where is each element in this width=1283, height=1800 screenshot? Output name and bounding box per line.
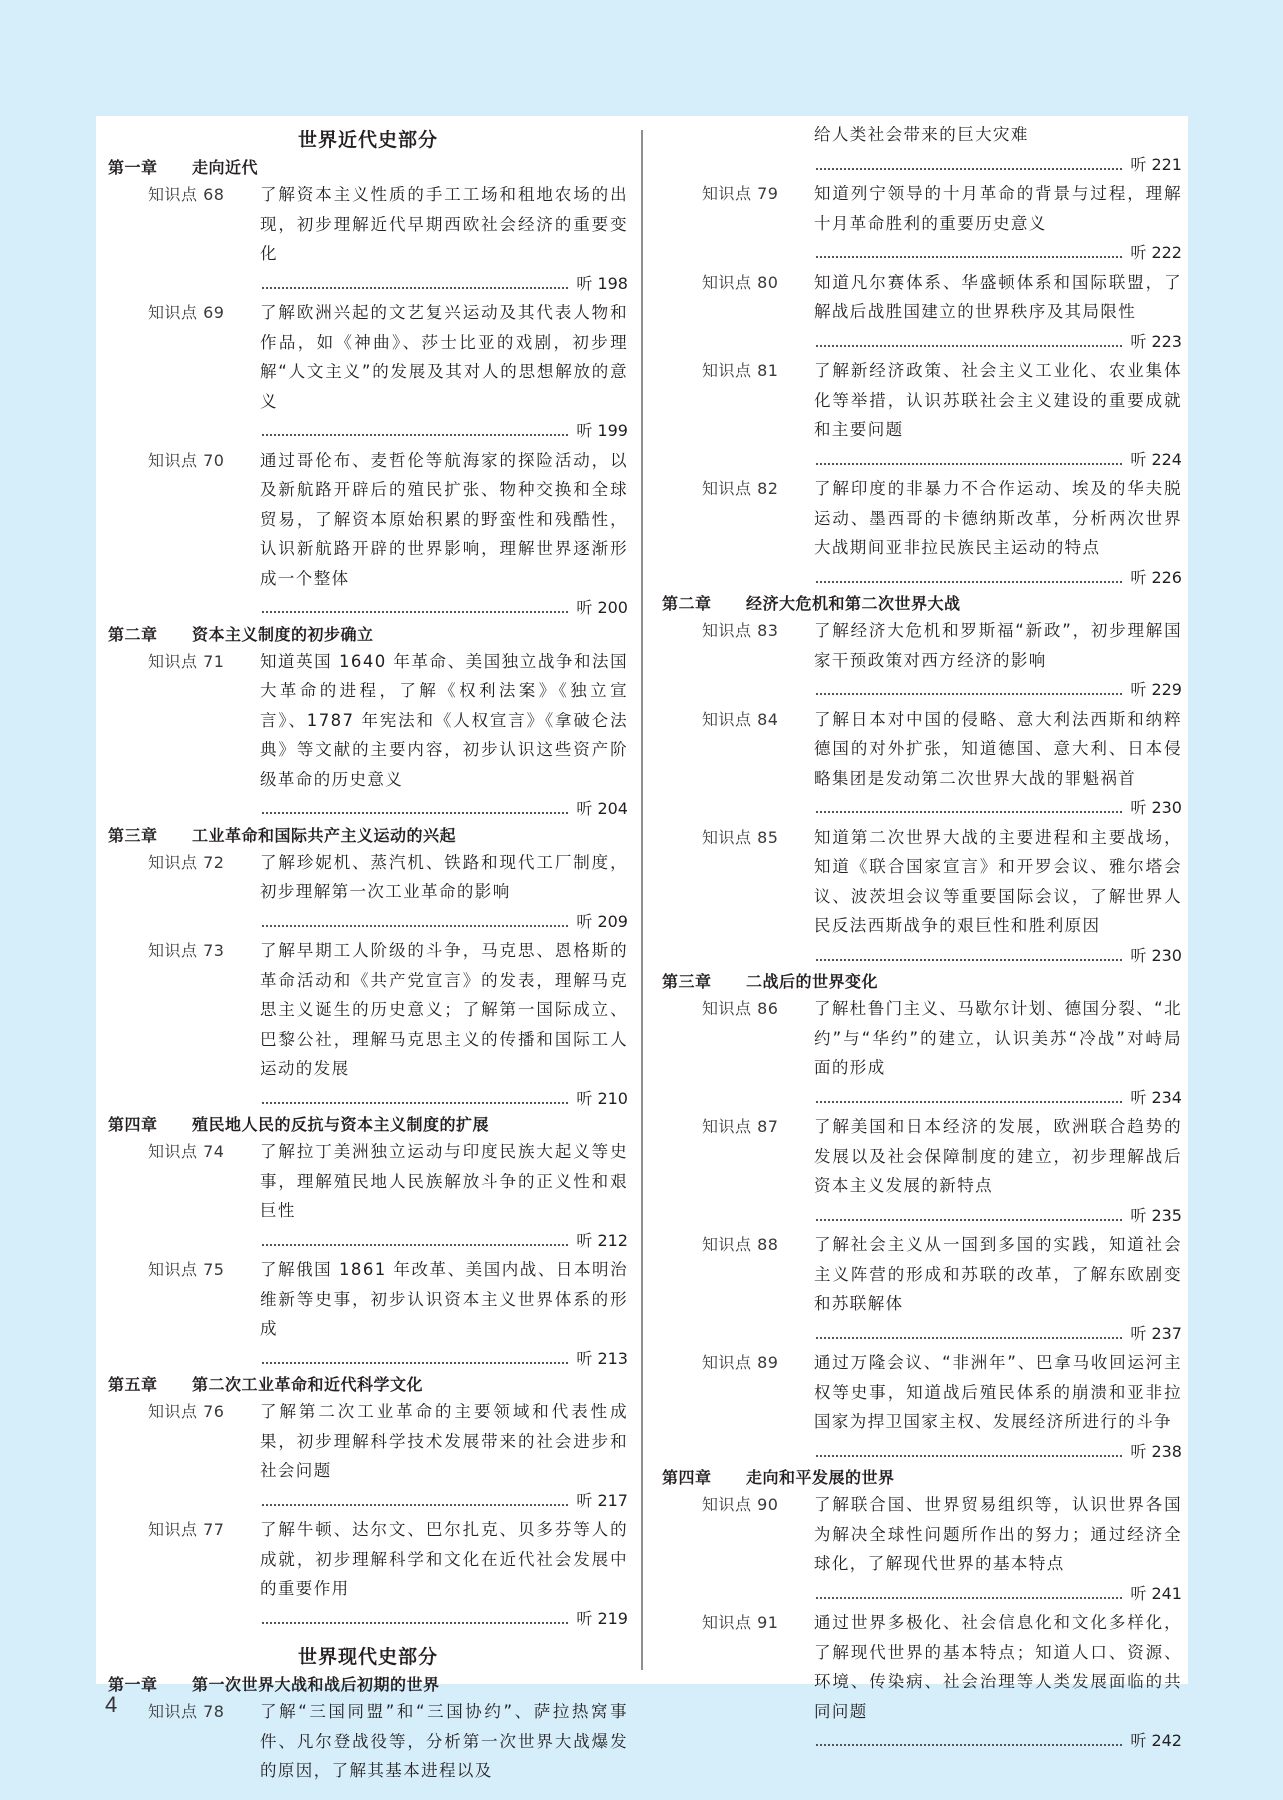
knowledge-point: [662, 474, 1182, 592]
page-reference: 听 213: [576, 1348, 628, 1368]
chapter-title: 资本主义制度的初步确立: [192, 624, 374, 644]
knowledge-point-text: 了解日本对中国的侵略、意大利法西斯和纳粹德国的对外扩张，知道德国、意大利、日本侵略集团是发动第二次世界大战的罪魁祸首: [814, 709, 1182, 788]
page-reference: 听 210: [576, 1088, 628, 1108]
knowledge-point-text: 知道英国 1640 年革命、美国独立战争和法国大革命的进程，了解《权利法案》《独立宣言》、1787 年宪法和《人权宣言》《拿破仑法典》等文献的主要内容，初步认识这些资产阶级革命的历史意义: [260, 651, 628, 789]
knowledge-point: [662, 1348, 1182, 1466]
dot-leader: [262, 611, 568, 613]
dot-leader: [262, 1504, 568, 1506]
knowledge-point-label: 知识点 78: [148, 1702, 225, 1721]
dot-leader: [816, 581, 1122, 583]
knowledge-point: [662, 705, 1182, 823]
page-reference: 听 242: [1130, 1731, 1182, 1750]
knowledge-point-label: 知识点 82: [702, 479, 779, 498]
part-title: 世界现代史部分: [297, 1646, 438, 1668]
page-reference: 听 237: [1130, 1323, 1182, 1343]
knowledge-point-label: 知识点 73: [148, 941, 225, 960]
knowledge-point-label: 知识点 81: [702, 361, 779, 380]
dot-leader: [816, 959, 1122, 961]
knowledge-point: [108, 1255, 628, 1373]
knowledge-point: [662, 1490, 1182, 1608]
knowledge-point-text: 通过世界多极化、社会信息化和文化多样化，了解现代世界的基本特点；知道人口、资源、环境、传染病、社会治理等人类发展面临的共同问题: [814, 1613, 1182, 1721]
page-reference-row: [260, 416, 628, 446]
chapter-title: 二战后的世界变化: [746, 972, 879, 991]
chapter-number: 第二章: [108, 624, 158, 644]
dot-leader: [816, 463, 1122, 465]
page-reference-row: [814, 327, 1182, 357]
knowledge-point-text: 给人类社会带来的巨大灾难: [814, 125, 1029, 144]
knowledge-point-label: 知识点 69: [148, 303, 225, 322]
chapter-number: 第四章: [662, 1468, 712, 1487]
knowledge-point-text: 了解珍妮机、蒸汽机、铁路和现代工厂制度，初步理解第一次工业革命的影响: [260, 852, 628, 901]
page-reference-row: [260, 269, 628, 299]
page-reference: 听 229: [1130, 680, 1182, 699]
chapter-heading: [108, 623, 628, 647]
page-reference: 听 209: [576, 911, 628, 931]
page-sheet: [96, 116, 1188, 1780]
page-reference: 听 235: [1130, 1205, 1182, 1225]
chapter-title: 工业革命和国际共产主义运动的兴起: [192, 825, 457, 845]
page-reference: 听 199: [576, 421, 628, 440]
left-column: [108, 116, 628, 1786]
dot-leader: [262, 434, 568, 436]
knowledge-point-label: 知识点 90: [702, 1495, 779, 1514]
knowledge-point-text: 了解美国和日本经济的发展，欧洲联合趋势的发展以及社会保障制度的建立，初步理解战后资本主义发展的新特点: [814, 1117, 1182, 1195]
page-reference: 听 230: [1130, 798, 1182, 817]
knowledge-point: [108, 1515, 628, 1633]
page-reference: 听 238: [1130, 1441, 1182, 1461]
knowledge-point-text: 了解早期工人阶级的斗争，马克思、恩格斯的革命活动和《共产党宣言》的发表，理解马克思主义诞生的历史意义；了解第一国际成立、巴黎公社，理解马克思主义的传播和国际工人运动的发展: [260, 941, 628, 1078]
page-reference: 听 212: [576, 1230, 628, 1250]
page-number: 4: [105, 1692, 118, 1717]
chapter-number: 第一章: [108, 1675, 158, 1694]
knowledge-point: [662, 1230, 1182, 1348]
knowledge-point-text: 了解第二次工业革命的主要领域和代表性成果，初步理解科学技术发展带来的社会进步和社会问题: [260, 1402, 628, 1480]
knowledge-point: [662, 994, 1182, 1112]
knowledge-point: [662, 268, 1182, 357]
knowledge-point: [108, 848, 628, 937]
dot-leader: [816, 168, 1122, 170]
page-reference: 听 241: [1130, 1583, 1182, 1603]
dot-leader: [816, 1597, 1122, 1599]
knowledge-point-label: 知识点 87: [702, 1117, 779, 1136]
dot-leader: [262, 1102, 568, 1104]
dot-leader: [262, 287, 568, 289]
chapter-number: 第三章: [662, 972, 712, 991]
part-title: 世界近代史部分: [297, 129, 438, 151]
page-reference-row: [260, 1604, 628, 1634]
page-reference: 听 204: [576, 799, 628, 818]
knowledge-point-text: 通过哥伦布、麦哲伦等航海家的探险活动，以及新航路开辟后的殖民扩张、物种交换和全球贸易，了解资本原始积累的野蛮性和残酷性，认识新航路开辟的世界影响，理解世界逐渐形成一个整体: [260, 450, 628, 588]
page-reference: 听 200: [576, 598, 628, 617]
chapter-heading: [108, 824, 628, 848]
page-reference: 听 230: [1130, 945, 1182, 965]
chapter-title: 走向和平发展的世界: [746, 1468, 895, 1487]
knowledge-point-label: 知识点 85: [702, 827, 779, 847]
knowledge-point-text: 知道列宁领导的十月革命的背景与过程，理解十月革命胜利的重要历史意义: [814, 184, 1182, 233]
dot-leader: [816, 345, 1122, 347]
dot-leader: [816, 1219, 1122, 1221]
knowledge-point: [662, 823, 1182, 971]
dot-leader: [262, 1622, 568, 1624]
knowledge-point-text: 了解联合国、世界贸易组织等，认识世界各国为解决全球性问题所作出的努力；通过经济全球化，了解现代世界的基本特点: [814, 1495, 1182, 1573]
page-reference: 听 223: [1130, 331, 1182, 351]
page-reference: 听 234: [1130, 1087, 1182, 1107]
knowledge-point: [108, 1397, 628, 1515]
knowledge-point-label: 知识点 68: [148, 185, 225, 204]
knowledge-point: [662, 120, 1182, 179]
knowledge-point-label: 知识点 71: [148, 651, 225, 671]
dot-leader: [262, 1244, 568, 1246]
knowledge-point-label: 知识点 83: [702, 621, 779, 640]
knowledge-point-text: 了解新经济政策、社会主义工业化、农业集体化等举措，认识苏联社会主义建设的重要成就和主要问题: [814, 361, 1182, 439]
knowledge-point: [108, 1697, 628, 1786]
page-reference-row: [814, 1437, 1182, 1467]
knowledge-point: [108, 298, 628, 446]
chapter-title: 第二次工业革命和近代科学文化: [192, 1375, 424, 1394]
chapter-heading: [108, 1373, 628, 1397]
chapter-title: 走向近代: [192, 158, 259, 177]
knowledge-point: [662, 1112, 1182, 1230]
knowledge-point-label: 知识点 70: [148, 450, 225, 470]
knowledge-point-text: 了解欧洲兴起的文艺复兴运动及其代表人物和作品，如《神曲》、莎士比亚的戏剧，初步理解“人文主义”的发展及其对人的思想解放的意义: [260, 303, 628, 411]
page-reference-row: [814, 238, 1182, 268]
page-reference: 听 219: [576, 1608, 628, 1628]
knowledge-point-label: 知识点 89: [702, 1353, 779, 1372]
knowledge-point-text: 了解牛顿、达尔文、巴尔扎克、贝多芬等人的成就，初步理解科学和文化在近代社会发展中的重要作用: [260, 1520, 628, 1598]
chapter-heading: [662, 592, 1182, 616]
page-reference: 听 221: [1130, 154, 1182, 174]
knowledge-point: [108, 1137, 628, 1255]
knowledge-point-text: 了解拉丁美洲独立运动与印度民族大起义等史事，理解殖民地人民族解放斗争的正义性和艰巨性: [260, 1142, 628, 1220]
knowledge-point-text: 了解俄国 1861 年改革、美国内战、日本明治维新等史事，初步认识资本主义世界体系的形成: [260, 1260, 628, 1338]
knowledge-point-text: 了解资本主义性质的手工工场和租地农场的出现，初步理解近代早期西欧社会经济的重要变化: [260, 185, 628, 263]
knowledge-point: [108, 180, 628, 298]
knowledge-point-text: 了解印度的非暴力不合作运动、埃及的华夫脱运动、墨西哥的卡德纳斯改革，分析两次世界大战期间亚非拉民族民主运动的特点: [814, 479, 1182, 557]
knowledge-point-label: 知识点 74: [148, 1142, 225, 1161]
knowledge-point: [662, 179, 1182, 268]
chapter-heading: [108, 156, 628, 180]
chapter-number: 第三章: [108, 825, 158, 845]
knowledge-point: [108, 446, 628, 623]
dot-leader: [816, 256, 1122, 258]
chapter-number: 第二章: [662, 594, 712, 613]
chapter-number: 第五章: [108, 1375, 158, 1394]
dot-leader: [816, 1455, 1122, 1457]
chapter-title: 殖民地人民的反抗与资本主义制度的扩展: [192, 1115, 490, 1134]
knowledge-point-text: 了解“三国同盟”和“三国协约”、萨拉热窝事件、凡尔登战役等，分析第一次世界大战爆发的原因，了解其基本进程以及: [260, 1702, 628, 1780]
knowledge-point-label: 知识点 88: [702, 1235, 779, 1254]
knowledge-point-label: 知识点 80: [702, 272, 779, 292]
page-reference-row: [260, 1226, 628, 1256]
page-reference-row: [814, 1083, 1182, 1113]
knowledge-point-label: 知识点 79: [702, 184, 779, 203]
knowledge-point-label: 知识点 75: [148, 1260, 225, 1279]
chapter-heading: [108, 1673, 628, 1697]
page-reference: 听 226: [1130, 567, 1182, 587]
page-reference-row: [814, 1726, 1182, 1756]
page-reference-row: [260, 794, 628, 824]
page-reference-row: [814, 675, 1182, 705]
knowledge-point-label: 知识点 91: [702, 1613, 779, 1632]
page-reference-row: [260, 593, 628, 623]
page-reference-row: [814, 1319, 1182, 1349]
knowledge-point-text: 了解杜鲁门主义、马歇尔计划、德国分裂、“北约”与“华约”的建立，认识美苏“冷战”对峙局面的形成: [814, 999, 1182, 1077]
chapter-number: 第一章: [108, 158, 158, 177]
page-reference-row: [814, 941, 1182, 971]
chapter-title: 经济大危机和第二次世界大战: [746, 594, 961, 613]
page-reference-row: [814, 150, 1182, 180]
page-reference: 听 222: [1130, 243, 1182, 262]
page-reference-row: [814, 1579, 1182, 1609]
dot-leader: [262, 1362, 568, 1364]
chapter-heading: [108, 1113, 628, 1137]
knowledge-point: [108, 936, 628, 1113]
knowledge-point-label: 知识点 72: [148, 852, 225, 872]
knowledge-point: [662, 616, 1182, 705]
knowledge-point: [662, 356, 1182, 474]
page-reference-row: [814, 1201, 1182, 1231]
knowledge-point-label: 知识点 86: [702, 999, 779, 1018]
knowledge-point-label: 知识点 84: [702, 709, 779, 729]
knowledge-point-text: 知道第二次世界大战的主要进程和主要战场，知道《联合国家宣言》和开罗会议、雅尔塔会议、波茨坦会议等重要国际会议，了解世界人民反法西斯战争的艰巨性和胜利原因: [814, 827, 1182, 935]
column-divider: [641, 130, 643, 1670]
dot-leader: [816, 1744, 1122, 1746]
knowledge-point-label: 知识点 77: [148, 1520, 225, 1539]
knowledge-point: [108, 647, 628, 824]
page-reference: 听 224: [1130, 449, 1182, 469]
chapter-title: 第一次世界大战和战后初期的世界: [192, 1675, 440, 1694]
page-reference-row: [260, 1344, 628, 1374]
dot-leader: [816, 811, 1122, 813]
dot-leader: [262, 925, 568, 927]
page-reference-row: [260, 907, 628, 937]
knowledge-point-text: 通过万隆会议、“非洲年”、巴拿马收回运河主权等史事，知道战后殖民体系的崩溃和亚非拉国家为捍卫国家主权、发展经济所进行的斗争: [814, 1353, 1182, 1431]
page-reference-row: [260, 1084, 628, 1114]
page-reference-row: [814, 445, 1182, 475]
page-reference-row: [260, 1486, 628, 1516]
knowledge-point-text: 知道凡尔赛体系、华盛顿体系和国际联盟，了解战后战胜国建立的世界秩序及其局限性: [814, 272, 1182, 321]
knowledge-point-label: 知识点 76: [148, 1402, 225, 1421]
page-reference: 听 217: [576, 1490, 628, 1510]
knowledge-point-text: 了解社会主义从一国到多国的实践，知道社会主义阵营的形成和苏联的改革，了解东欧剧变和苏联解体: [814, 1235, 1182, 1313]
dot-leader: [262, 812, 568, 814]
chapter-heading: [662, 1466, 1182, 1490]
chapter-heading: [662, 970, 1182, 994]
page-reference: 听 198: [576, 273, 628, 293]
chapter-number: 第四章: [108, 1115, 158, 1134]
knowledge-point-text: 了解经济大危机和罗斯福“新政”，初步理解国家干预政策对西方经济的影响: [814, 621, 1182, 670]
dot-leader: [816, 1101, 1122, 1103]
right-column: [662, 120, 1182, 1756]
knowledge-point: [662, 1608, 1182, 1756]
dot-leader: [816, 693, 1122, 695]
page-reference-row: [814, 793, 1182, 823]
dot-leader: [816, 1337, 1122, 1339]
page-reference-row: [814, 563, 1182, 593]
